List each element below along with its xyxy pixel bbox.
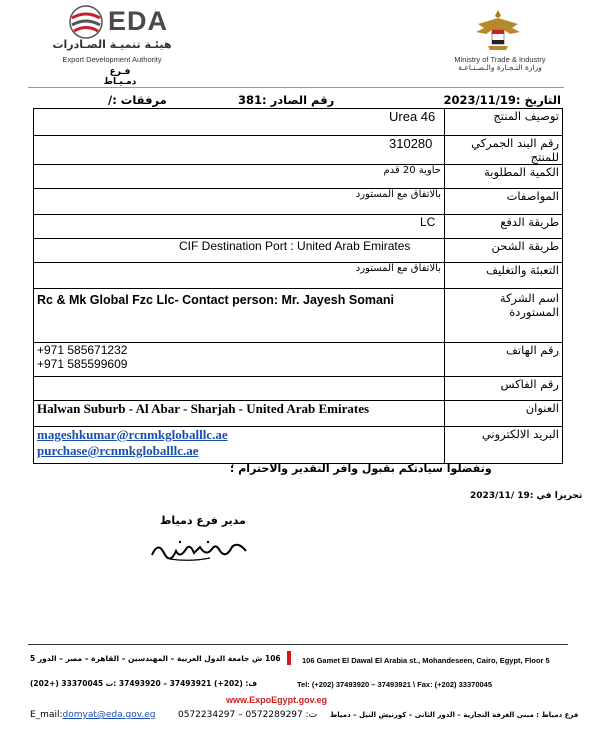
importer-value <box>34 289 445 343</box>
written-date: تحريرا في :19 /2023/11 <box>470 491 583 501</box>
table-row <box>34 189 563 215</box>
fax-value <box>34 377 445 401</box>
header-divider <box>28 87 564 88</box>
footer-phone-arabic: (202+) 33370045 ف: (202+) 37493921 – 37493920 :ت <box>30 679 258 688</box>
footer-divider <box>28 644 568 645</box>
ministry-name-arabic: وزارة التـجـارة والـصـنـاعـة <box>458 63 542 72</box>
quantity-label: الكمية المطلوبة <box>445 165 563 189</box>
specs-value: بالاتفاق مع المستورد <box>34 189 445 215</box>
eda-globe-logo-icon <box>68 4 104 40</box>
table-row <box>34 289 563 343</box>
packing-label: التعبئة والتغليف <box>445 263 563 289</box>
specs-label: المواصفات <box>445 189 563 215</box>
fax-label: رقم الفاكس <box>445 377 563 401</box>
hs-code-text: 310280 <box>389 136 433 151</box>
eda-name-english: Export Development Authority <box>62 55 162 64</box>
phone-1: +971 585671232 <box>37 343 128 357</box>
product-label: توصيف المنتج <box>445 109 563 136</box>
egypt-eagle-emblem-icon <box>470 8 526 52</box>
footer-email-prefix: E_mail: <box>30 710 63 720</box>
table-row <box>34 239 563 263</box>
manager-title: مدير فرع دمياط <box>160 514 246 527</box>
product-value <box>34 109 445 136</box>
payment-label: طريقة الدفع <box>445 215 563 239</box>
footer-email-link[interactable]: domyat@eda.gov.eg <box>62 710 156 720</box>
attachments: مرفقات :/ <box>108 93 167 107</box>
closing-greeting: وتفضلوا سيادتكم بقبول وافر التقدير والاحترام ؛ <box>230 462 492 475</box>
table-row <box>34 263 563 289</box>
hs-code-label: رقم البند الجمركي للمنتج <box>445 136 563 165</box>
address-value <box>34 401 445 427</box>
footer-address-arabic: 106 ش جامعة الدول العربية – المهندسين – القاهرة – مصر – الدور 5 <box>30 654 281 663</box>
shipping-label: طريقة الشحن <box>445 239 563 263</box>
phone-value <box>34 343 445 377</box>
payment-value <box>34 215 445 239</box>
footer-branch-phone: 0572234297 – 0572289297 :ت <box>178 710 318 720</box>
email-label: البريد الالكتروني <box>445 427 563 464</box>
packing-value: بالاتفاق مع المستورد <box>34 263 445 289</box>
hs-code-value <box>34 136 445 165</box>
footer-branch-address: فرع دمياط : مبنى الغرفة التجارية – الدور الثانى – كورنيش النيل – دمياط <box>330 711 579 719</box>
table-row <box>34 377 563 401</box>
eda-branch-name: فـرع دمـيـاط <box>103 67 137 87</box>
footer-phone-english: Tel: (+202) 37493920 – 37493921 \ Fax: (+202) 33370045 <box>297 680 493 689</box>
product-spec-table <box>33 108 563 464</box>
footer-red-bar <box>287 651 291 665</box>
email-link-2[interactable]: purchase@rcnmkgloballlc.ae <box>37 443 199 458</box>
importer-text: Rc & Mk Global Fzc Llc- Contact person: Mr. Jayesh Somani <box>37 293 395 307</box>
handwritten-signature <box>150 537 250 563</box>
payment-text: LC <box>420 215 436 229</box>
address-label: العنوان <box>445 401 563 427</box>
table-row <box>34 136 563 165</box>
footer-address-english: 106 Gamet El Dawal El Arabia st., Mohandeseen, Cairo, Egypt, Floor 5 <box>302 656 550 665</box>
table-row <box>34 109 563 136</box>
product-text: Urea 46 <box>389 109 436 124</box>
table-row <box>34 215 563 239</box>
ministry-name-english: Ministry of Trade & Industry <box>454 55 546 64</box>
email-value <box>34 427 445 464</box>
quantity-value: حاوية 20 قدم <box>34 165 445 189</box>
table-row <box>34 165 563 189</box>
reference-number: رقم الصادر :381 <box>238 93 335 107</box>
table-row <box>34 401 563 427</box>
phone-label: رقم الهاتف <box>445 343 563 377</box>
table-row <box>34 427 563 464</box>
table-row <box>34 343 563 377</box>
shipping-value <box>34 239 445 263</box>
address-text: Halwan Suburb - Al Abar - Sharjah - United Arab Emirates <box>37 401 370 416</box>
footer-email <box>30 710 155 720</box>
phone-2: +971 585599609 <box>37 357 128 371</box>
email-link-1[interactable]: mageshkumar@rcnmkgloballlc.ae <box>37 427 228 442</box>
footer-website-link[interactable]: www.ExpoEgypt.gov.eg <box>226 695 328 705</box>
eda-logo-text: EDA <box>108 6 169 36</box>
letter-date: التاريخ :2023/11/19 <box>443 93 561 107</box>
eda-name-arabic: هيئـة تنميـة الصـادرات <box>52 38 172 51</box>
importer-label: اسم الشركة المستوردة <box>445 289 563 343</box>
shipping-text: CIF Destination Port : United Arab Emirates <box>179 239 411 253</box>
